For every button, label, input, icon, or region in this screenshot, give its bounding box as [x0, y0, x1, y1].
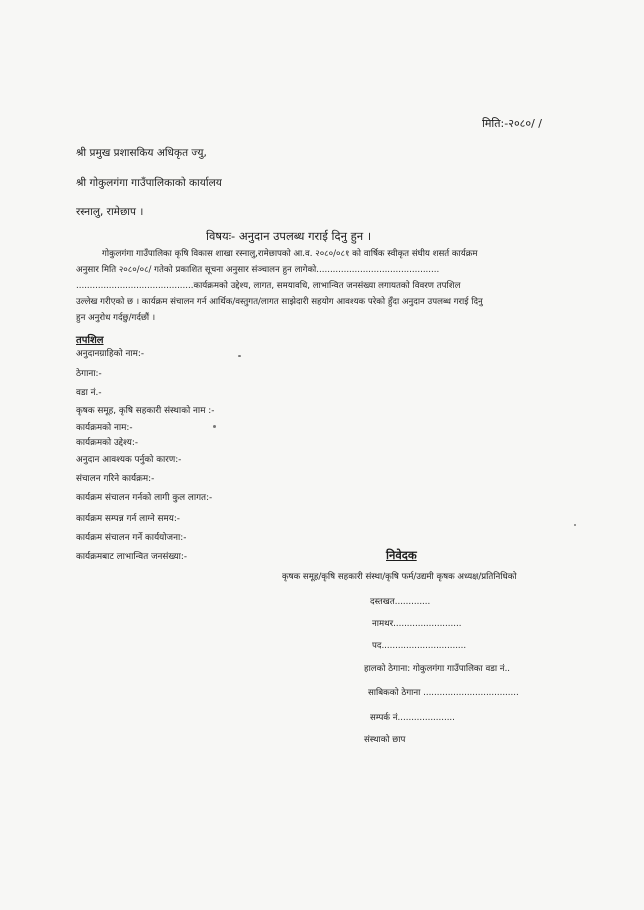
signature-line: दस्तखत............. [370, 597, 431, 607]
body-line: हुन अनुरोध गर्दछु/गर्दछौं । [76, 313, 156, 323]
stamp-line: संस्थाको छाप [364, 735, 406, 745]
applicant-title: निवेदक [386, 548, 417, 562]
addressee-line-1: श्री प्रमुख प्रशासकिय अधिकृत ज्यु, [76, 147, 207, 159]
name-line: नामथर......................... [372, 619, 462, 629]
field-address: ठेगाना:- [76, 369, 102, 379]
field-grant-reason: अनुदान आवश्यक पर्नुको कारण:- [76, 455, 182, 465]
body-line: गोकुलगंगा गाउँपालिका कृषि विकास शाखा रस्नालु,रामेछापको आ.व. २०८०/०८१ को वार्षिक स्वीकृत संघीय शसर्त कार्यक्रम [102, 249, 478, 259]
field-work-plan: कार्यक्रम संचालन गर्ने कार्ययोजना:- [76, 533, 187, 543]
addressee-line-2: श्री गोकुलगंगा गाउँपालिकाको कार्यालय [76, 177, 222, 189]
scan-speck [238, 355, 241, 357]
details-title: तपशिल [76, 335, 104, 346]
body-line: उल्लेख गरीएको छ । कार्यक्रम संचालन गर्न आर्थिक/वस्तुगत/लागत साझेदारी सहयोग आवश्यक परेको हुँदा अनुदान उपलब्ध गराई दिनु [76, 297, 483, 307]
contact-line: सम्पर्क नं..................... [370, 713, 455, 723]
field-program-conducted: संचालन गरिने कार्यक्रम:- [76, 474, 155, 484]
body-line: ...........................................कार्यक्रमको उद्देश्य, लागत, समयावधि, लाभान्वित जनसंख्या लगायतको विवरण तपशिल [76, 281, 461, 291]
body-line: अनुसार मिति २०८०/०८/ गतेको प्रकाशित सूचना अनुसार संञ्चालन हुन लागेको............................................. [76, 265, 440, 275]
field-group-name: कृषक समूह, कृषि सहकारी संस्थाको नाम :- [76, 406, 215, 416]
scan-speck [213, 425, 216, 428]
date-line: मिति:-२०८०/ / [482, 117, 543, 130]
field-ward-no: वडा नं.- [76, 388, 102, 398]
post-line: पद............................... [372, 641, 467, 651]
field-beneficiary-population: कार्यक्रमबाट लाभान्वित जनसंख्या:- [76, 552, 188, 562]
field-program-name: कार्यक्रमको नाम:- [76, 423, 133, 433]
field-total-cost: कार्यक्रम संचालन गर्नको लागी कुल लागत:- [76, 493, 213, 503]
body-paragraph [76, 246, 570, 326]
scan-speck [574, 524, 576, 526]
field-program-objective: कार्यक्रमको उद्देश्य:- [76, 438, 139, 448]
applicant-subtitle: कृषक समूह/कृषि सहकारी संस्था/कृषि फर्म/उद्यमी कृषक अध्यक्ष/प्रतिनिधिको [282, 572, 517, 582]
current-address-line: हालको ठेगाना: गोकुलगंगा गाउँपालिका वडा नं.. [364, 664, 511, 674]
subject-line: विषयः- अनुदान उपलब्ध गराई दिनु हुन । [206, 229, 372, 243]
field-beneficiary-name: अनुदानग्राहिको नाम:- [76, 349, 145, 359]
previous-address-line: साबिकको ठेगाना ................................... [368, 688, 519, 698]
field-duration: कार्यक्रम सम्पन्न गर्न लाग्ने समय:- [76, 514, 180, 524]
addressee-line-3: रस्नालु, रामेछाप । [76, 206, 144, 218]
